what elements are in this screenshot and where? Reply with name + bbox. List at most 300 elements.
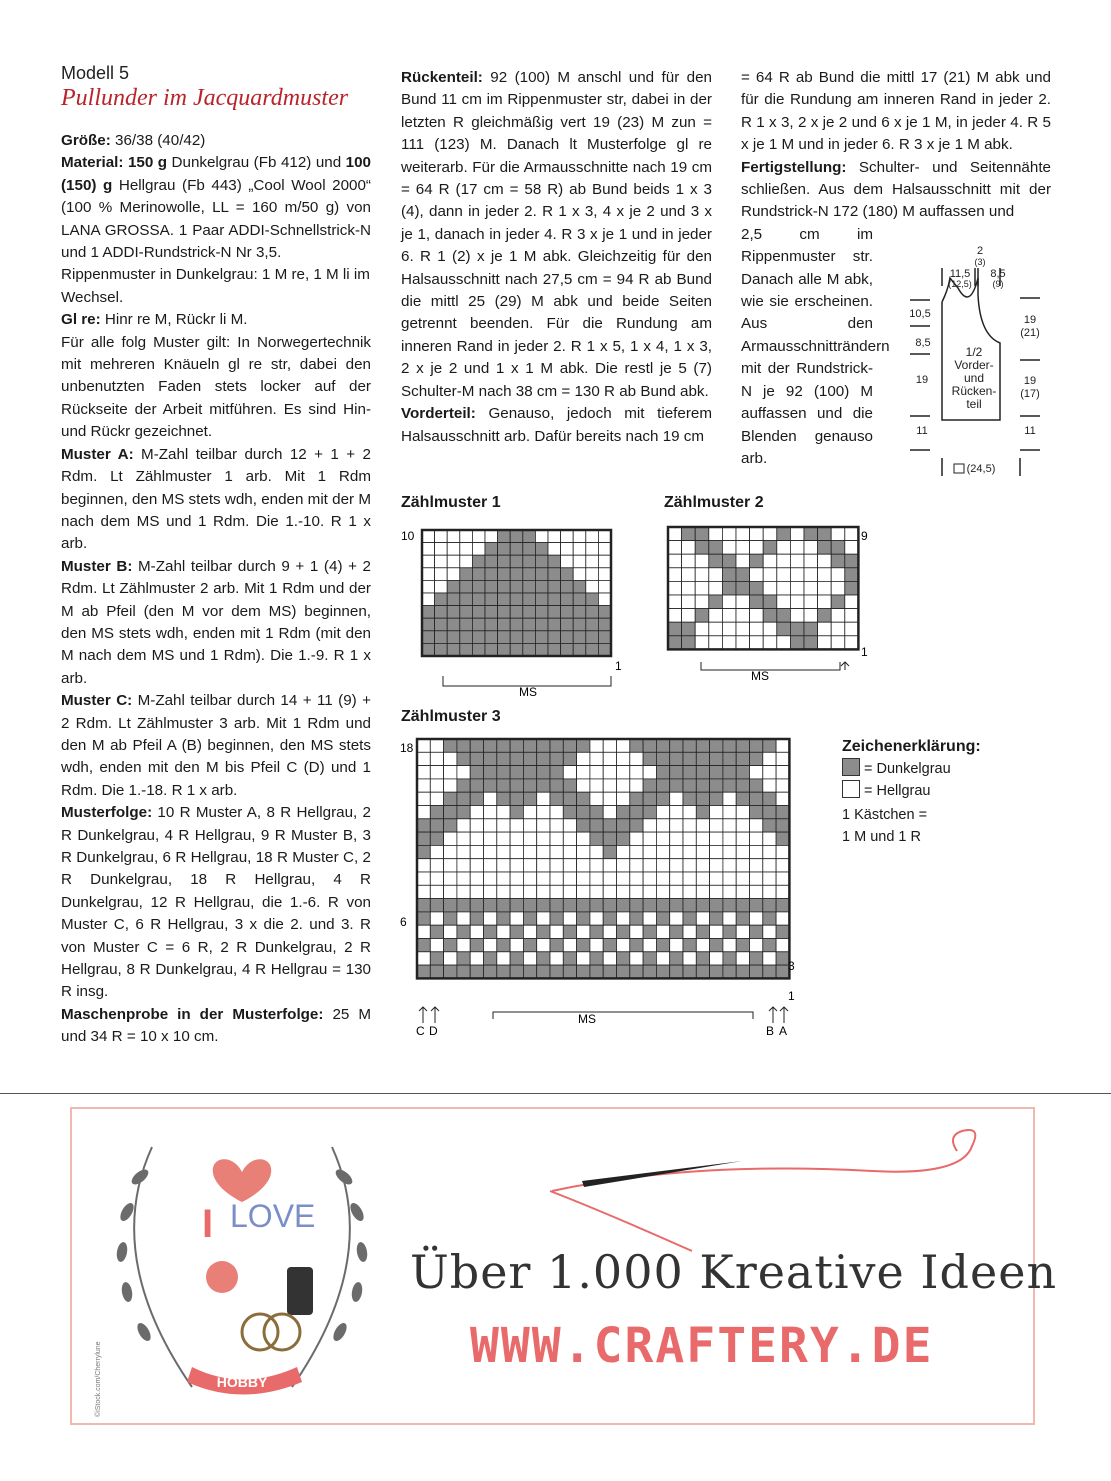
grid-cell [630, 819, 643, 832]
grid-cell [709, 568, 723, 582]
grid-cell [563, 885, 576, 898]
grid-cell [643, 872, 656, 885]
grid-cell [444, 952, 457, 965]
grid-cell [763, 609, 777, 623]
grid-cell [845, 636, 859, 650]
grid-cell [736, 965, 749, 978]
grid-cell [696, 832, 709, 845]
grid-cell [682, 568, 696, 582]
grid-cell [630, 965, 643, 978]
grid-cell [763, 899, 776, 912]
chart3-title: Zählmuster 3 [401, 708, 501, 725]
grid-cell [656, 752, 669, 765]
grid-cell [470, 899, 483, 912]
grid-cell [548, 555, 561, 568]
grid-cell [577, 779, 590, 792]
grid-cell [447, 593, 460, 606]
grid-cell [586, 643, 599, 656]
grid-cell [777, 636, 791, 650]
groesse-text: 36/38 (40/42) [110, 132, 206, 149]
grid-cell [430, 806, 443, 819]
grid-cell [630, 832, 643, 845]
grid-cell [563, 845, 576, 858]
grid-cell [763, 766, 776, 779]
grid-cell [550, 859, 563, 872]
grid-cell [498, 618, 511, 631]
grid-cell [723, 872, 736, 885]
sch-r-19b: 19 [1023, 375, 1037, 387]
grid-cell [750, 752, 763, 765]
grid-cell [563, 965, 576, 978]
grid-cell [550, 779, 563, 792]
grid-cell [603, 939, 616, 952]
grid-cell [776, 845, 789, 858]
musterB-text: M-Zahl teilbar durch 9 + 1 (4) + 2 Rdm. Lt Zählmuster 2 arb. Mit 1 Rdm und der M ab Pfeil (den M vor dem MS) beginnen, den MS stets wdh, enden mit 1 Rdm (mit den M nach dem MS und 1 Rdm). Die 1.-9. R 1 x arb. [61, 557, 371, 687]
grid-cell [447, 618, 460, 631]
grid-cell [709, 595, 723, 609]
grid-cell [723, 952, 736, 965]
grid-cell [498, 530, 511, 543]
grid-cell [573, 543, 586, 556]
grid-cell [447, 580, 460, 593]
grid-cell [430, 766, 443, 779]
grid-cell [630, 872, 643, 885]
garment-schematic [900, 240, 1060, 480]
grid-cell [617, 952, 630, 965]
grid-cell [417, 899, 430, 912]
grid-cell [776, 752, 789, 765]
grid-cell [498, 606, 511, 619]
grid-cell [750, 622, 764, 636]
chart1-grid [395, 522, 635, 707]
grid-cell [763, 806, 776, 819]
grid-cell [818, 595, 832, 609]
grid-cell [422, 593, 435, 606]
grid-cell [683, 752, 696, 765]
grid-cell [577, 925, 590, 938]
grid-cell [422, 530, 435, 543]
chart3-row6-label: 6 [400, 915, 407, 929]
musterC-text: M-Zahl teilbar durch 14 + 11 (9) + 2 Rdm. Lt Zählmuster 3 arb. Mit 1 Rdm und den M ab Pfeil A (B) beginnen, den MS stets wdh, enden mit den M bis Pfeil C (D) und 1 Rdm. Die 1.-18. R 1 x arb. [61, 692, 371, 799]
grid-cell [417, 779, 430, 792]
grid-cell [670, 859, 683, 872]
grid-cell [656, 912, 669, 925]
grid-cell [710, 806, 723, 819]
grid-cell [630, 859, 643, 872]
grid-cell [710, 912, 723, 925]
grid-cell [563, 899, 576, 912]
grid-cell [603, 792, 616, 805]
grid-cell [777, 527, 791, 541]
grid-cell [750, 541, 764, 555]
grid-cell [548, 631, 561, 644]
grid-cell [598, 618, 611, 631]
grid-cell [722, 595, 736, 609]
grid-cell [670, 939, 683, 952]
grid-cell [444, 899, 457, 912]
grid-cell [535, 580, 548, 593]
grid-cell [535, 568, 548, 581]
grid-cell [523, 925, 536, 938]
grid-cell [472, 606, 485, 619]
grid-cell [523, 939, 536, 952]
grid-cell [790, 541, 804, 555]
grid-cell [561, 555, 574, 568]
grid-cell [586, 555, 599, 568]
grid-cell [683, 925, 696, 938]
grid-cell [470, 792, 483, 805]
grid-cell [497, 872, 510, 885]
grid-cell [537, 779, 550, 792]
grid-cell [723, 752, 736, 765]
grid-cell [484, 925, 497, 938]
grid-cell [470, 779, 483, 792]
grid-cell [422, 543, 435, 556]
grid-cell [710, 845, 723, 858]
legend-dark [842, 758, 981, 780]
grid-cell [561, 643, 574, 656]
legend-light [842, 780, 981, 802]
grid-cell [497, 939, 510, 952]
grid-cell [523, 845, 536, 858]
model-label: Modell 5 [61, 63, 130, 83]
grid-cell [457, 752, 470, 765]
grid-cell [457, 885, 470, 898]
grid-cell [548, 606, 561, 619]
ad-url-link[interactable]: WWW.CRAFTERY.DE [470, 1318, 934, 1374]
column-1 [61, 62, 371, 1049]
grid-cell [710, 965, 723, 978]
grid-cell [573, 618, 586, 631]
grid-cell [723, 925, 736, 938]
legend-title: Zeichenerklärung: [842, 738, 981, 755]
grid-cell [763, 554, 777, 568]
grid-cell [750, 832, 763, 845]
grid-cell [510, 939, 523, 952]
grid-cell [696, 845, 709, 858]
grid-cell [430, 752, 443, 765]
grid-cell [447, 631, 460, 644]
grid-cell [630, 845, 643, 858]
grid-cell [603, 766, 616, 779]
grid-cell [776, 939, 789, 952]
grid-cell [510, 580, 523, 593]
grid-cell [682, 622, 696, 636]
grid-cell [845, 568, 859, 582]
chart3-c-label: C [416, 1024, 425, 1038]
grid-cell [709, 622, 723, 636]
musterfolge-label: Musterfolge: [61, 804, 153, 822]
grid-cell [709, 541, 723, 555]
sch-shoulder-r: 8,5 [990, 268, 1006, 280]
dark-swatch [842, 758, 860, 776]
grid-cell [750, 872, 763, 885]
grid-cell [777, 622, 791, 636]
grid-cell [656, 872, 669, 885]
grid-cell [696, 806, 709, 819]
grid-cell [447, 606, 460, 619]
grid-cell [550, 806, 563, 819]
sch-square-icon [954, 464, 964, 473]
grid-cell [617, 912, 630, 925]
grid-cell [550, 739, 563, 752]
grid-cell [484, 952, 497, 965]
grid-cell [537, 952, 550, 965]
grid-cell [447, 568, 460, 581]
sch-l-105: 10,5 [909, 308, 931, 320]
material-para [61, 152, 371, 264]
grid-cell [590, 819, 603, 832]
grid-cell [523, 580, 536, 593]
grid-cell [485, 643, 498, 656]
grid-cell [535, 606, 548, 619]
grid-cell [586, 530, 599, 543]
grid-cell [422, 606, 435, 619]
chart2-grid [660, 522, 880, 687]
emblem-love: LOVE [230, 1198, 316, 1234]
grid-cell [470, 739, 483, 752]
grid-cell [457, 832, 470, 845]
grid-cell [548, 643, 561, 656]
chart1-top-label: 10 [401, 529, 415, 543]
grid-cell [643, 792, 656, 805]
grid-cell [472, 530, 485, 543]
grid-cell [430, 899, 443, 912]
grid-cell [603, 965, 616, 978]
grid-cell [790, 581, 804, 595]
grid-cell [417, 912, 430, 925]
grid-cell [696, 925, 709, 938]
grid-cell [422, 643, 435, 656]
grid-cell [484, 819, 497, 832]
chart1-bottom-label: 1 [615, 659, 622, 673]
grid-cell [670, 779, 683, 792]
grid-cell [537, 859, 550, 872]
grid-cell [670, 899, 683, 912]
grid-cell [670, 792, 683, 805]
grid-cell [790, 636, 804, 650]
grid-cell [710, 925, 723, 938]
page-divider [0, 1093, 1111, 1094]
grid-cell [460, 631, 473, 644]
grid-cell [590, 885, 603, 898]
grid-cell [736, 581, 750, 595]
grid-cell [790, 622, 804, 636]
grid-cell [598, 543, 611, 556]
grid-cell [573, 631, 586, 644]
grid-cell [457, 739, 470, 752]
grid-cell [497, 859, 510, 872]
grid-cell [617, 845, 630, 858]
grid-cell [736, 554, 750, 568]
grid-cell [695, 581, 709, 595]
grid-cell [617, 965, 630, 978]
grid-cell [523, 530, 536, 543]
grid-cell [696, 752, 709, 765]
grid-cell [535, 555, 548, 568]
grid-cell [561, 618, 574, 631]
grid-cell [598, 580, 611, 593]
grid-cell [723, 819, 736, 832]
grid-cell [695, 527, 709, 541]
grid-cell [510, 779, 523, 792]
grid-cell [577, 739, 590, 752]
grid-cell [603, 885, 616, 898]
cont-para: = 64 R ab Bund die mittl 17 (21) M abk und für die Rundung am inneren Rand in jeder 2. R 1 x 3, 2 x je 2 und 6 x je 1 M, in jeder 4. R 5 x je 1 M und in jeder 6. R 3 x je 1 M abk. [741, 69, 1051, 154]
grid-cell [668, 554, 682, 568]
chart3-row1-label: 1 [788, 989, 795, 1003]
vorder-para [401, 403, 712, 448]
grid-cell [523, 806, 536, 819]
grid-cell [750, 939, 763, 952]
sch-top-sub: (3) [974, 257, 986, 267]
grid-cell [603, 872, 616, 885]
grid-cell [668, 568, 682, 582]
grid-cell [630, 952, 643, 965]
vorder-text: Genauso, jedoch mit tieferem Halsausschnitt arb. Dafür bereits nach 19 cm [401, 405, 712, 445]
chart1-ms-label: MS [519, 685, 537, 699]
grid-cell [417, 792, 430, 805]
grid-cell [763, 845, 776, 858]
grid-cell [723, 766, 736, 779]
grid-cell [750, 792, 763, 805]
grid-cell [722, 636, 736, 650]
grid-cell [510, 555, 523, 568]
grid-cell [603, 832, 616, 845]
emblem-hobby: HOBBY [216, 1374, 268, 1390]
grid-cell [497, 779, 510, 792]
i-love-hobby-emblem-icon [82, 1117, 402, 1417]
grid-cell [563, 739, 576, 752]
grid-cell [696, 779, 709, 792]
grid-cell [537, 939, 550, 952]
grid-cell [548, 543, 561, 556]
grid-cell [845, 595, 859, 609]
grid-cell [656, 832, 669, 845]
grid-cell [561, 568, 574, 581]
grid-cell [750, 806, 763, 819]
grid-cell [590, 806, 603, 819]
grid-cell [603, 739, 616, 752]
grid-cell [550, 752, 563, 765]
grid-cell [444, 752, 457, 765]
grid-cell [523, 631, 536, 644]
grid-cell [617, 939, 630, 952]
grid-cell [417, 939, 430, 952]
grid-cell [470, 859, 483, 872]
material2-label: 100 (150) g [61, 154, 371, 194]
grid-cell [470, 766, 483, 779]
grid-cell [537, 912, 550, 925]
fertig-para [741, 157, 1051, 224]
grid-cell [617, 819, 630, 832]
grid-cell [550, 952, 563, 965]
grid-cell [696, 872, 709, 885]
grid-cell [444, 739, 457, 752]
grid-cell [590, 872, 603, 885]
grid-cell [710, 859, 723, 872]
heart-icon [213, 1159, 271, 1202]
grid-cell [763, 752, 776, 765]
grid-cell [776, 899, 789, 912]
grid-cell [523, 952, 536, 965]
grid-cell [460, 568, 473, 581]
grid-cell [472, 568, 485, 581]
grid-cell [444, 859, 457, 872]
grid-cell [696, 819, 709, 832]
grid-cell [696, 965, 709, 978]
musterfolge-para [61, 802, 371, 1004]
grid-cell [670, 739, 683, 752]
grid-cell [470, 885, 483, 898]
grid-cell [510, 739, 523, 752]
grid-cell [435, 580, 448, 593]
grid-cell [710, 752, 723, 765]
grid-cell [682, 541, 696, 555]
grid-cell [682, 609, 696, 623]
grid-cell [617, 832, 630, 845]
grid-cell [617, 885, 630, 898]
ad-tagline: Über 1.000 Kreative Ideen [410, 1245, 1058, 1299]
grid-cell [510, 631, 523, 644]
grid-cell [484, 912, 497, 925]
grid-cell [763, 819, 776, 832]
grid-cell [750, 554, 764, 568]
grid-cell [763, 912, 776, 925]
grid-cell [523, 885, 536, 898]
grid-cell [643, 832, 656, 845]
grid-cell [750, 527, 764, 541]
musterA-label: Muster A: [61, 445, 134, 463]
grid-cell [709, 609, 723, 623]
grid-cell [683, 792, 696, 805]
grid-cell [630, 885, 643, 898]
grid-cell [818, 541, 832, 555]
grid-cell [776, 739, 789, 752]
grid-cell [818, 581, 832, 595]
grid-cell [563, 952, 576, 965]
grid-cell [510, 806, 523, 819]
grid-cell [598, 643, 611, 656]
grid-cell [804, 527, 818, 541]
grid-cell [444, 832, 457, 845]
grid-cell [763, 622, 777, 636]
grid-cell [818, 554, 832, 568]
grid-cell [510, 872, 523, 885]
grid-cell [723, 779, 736, 792]
grid-cell [723, 806, 736, 819]
material-text: Dunkelgrau (Fb 412) und [167, 154, 346, 172]
grid-cell [498, 555, 511, 568]
grid-cell [430, 872, 443, 885]
chart3-grid [395, 735, 815, 1045]
grid-cell [736, 609, 750, 623]
grid-cell [776, 779, 789, 792]
grid-cell [523, 965, 536, 978]
grid-cell [498, 593, 511, 606]
grid-cell [537, 872, 550, 885]
grid-cell [497, 819, 510, 832]
grid-cell [484, 885, 497, 898]
grid-cell [510, 752, 523, 765]
grid-cell [683, 819, 696, 832]
grid-cell [668, 636, 682, 650]
grid-cell [537, 739, 550, 752]
grid-cell [683, 739, 696, 752]
grid-cell [485, 606, 498, 619]
grid-cell [710, 885, 723, 898]
musterC-para [61, 690, 371, 802]
